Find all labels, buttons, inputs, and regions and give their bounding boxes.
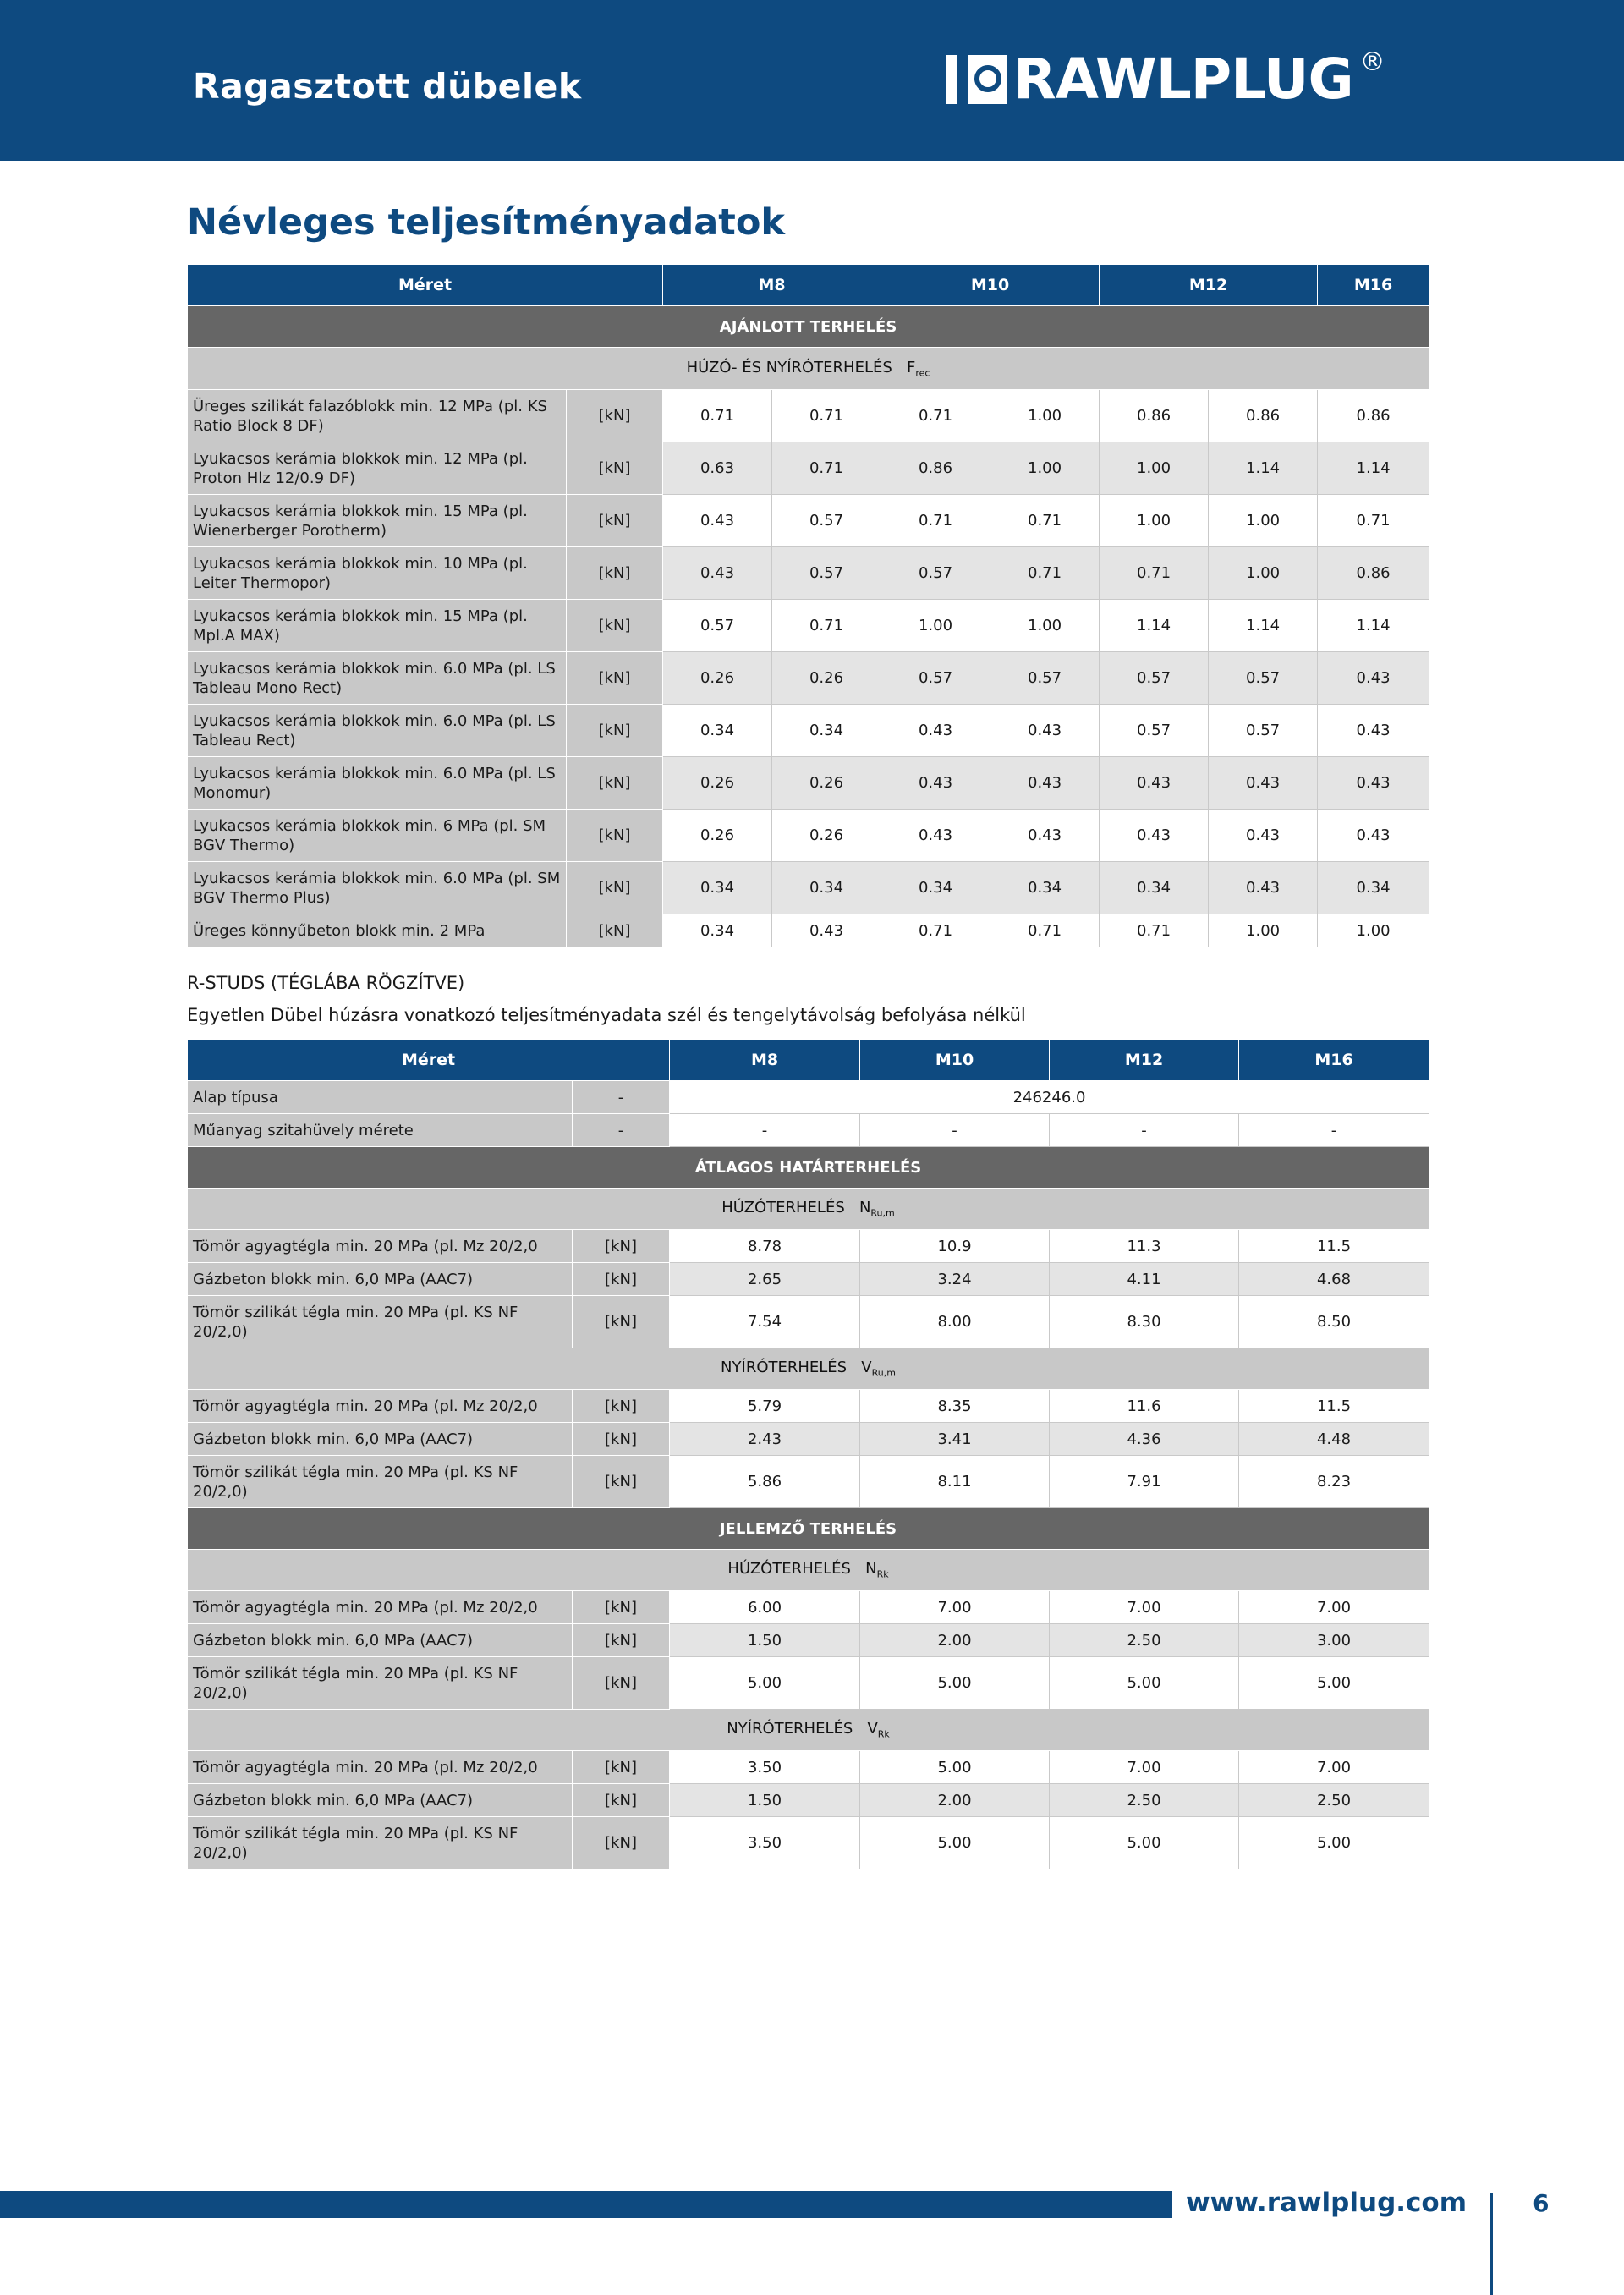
load-value: 0.34	[772, 705, 881, 757]
base-type-value: 246246.0	[670, 1081, 1429, 1114]
unit-label: [kN]	[567, 757, 663, 810]
unit-label: [kN]	[567, 862, 663, 914]
table-row	[188, 1751, 1429, 1784]
unit-label: [kN]	[573, 1456, 670, 1508]
load-value: 1.00	[1209, 495, 1318, 547]
load-value: 0.26	[772, 810, 881, 862]
load-value: 0.43	[663, 495, 772, 547]
section-row	[188, 306, 1429, 348]
load-value: 0.43	[663, 547, 772, 600]
table-row	[188, 547, 1429, 600]
load-value: 0.43	[1318, 757, 1429, 810]
load-type-subscript: Ru,m	[870, 1207, 895, 1219]
load-type-row	[188, 1710, 1429, 1751]
table1-header-row	[188, 265, 1429, 306]
table-row	[188, 1296, 1429, 1348]
load-value: 0.57	[1100, 652, 1209, 705]
unit-label: [kN]	[573, 1624, 670, 1657]
load-type-title	[188, 1348, 1429, 1390]
unit-label: [kN]	[567, 442, 663, 495]
load-value: 7.00	[1050, 1751, 1239, 1784]
load-value: 1.00	[1209, 914, 1318, 947]
load-value: 4.36	[1050, 1423, 1239, 1456]
size-m16: M16	[1239, 1040, 1429, 1081]
material-label: Tömör agyagtégla min. 20 MPa (pl. Mz 20/2,0	[188, 1390, 573, 1423]
size-m8: M8	[670, 1040, 860, 1081]
r-studs-description: Egyetlen Dübel húzásra vonatkozó teljesítményadata szél és tengelytávolság befolyása nélkül	[187, 1005, 1026, 1025]
table-row	[188, 1230, 1429, 1263]
load-value: 1.00	[990, 600, 1100, 652]
table-row	[188, 442, 1429, 495]
load-value: 0.57	[772, 495, 881, 547]
characteristic-section: JELLEMZŐ TERHELÉS	[188, 1508, 1429, 1550]
load-value: 7.00	[860, 1591, 1050, 1624]
material-label: Lyukacsos kerámia blokkok min. 6.0 MPa (pl. LS Monomur)	[188, 757, 567, 810]
table-row	[188, 757, 1429, 810]
load-type-symbol: V	[861, 1359, 872, 1377]
load-value: 8.23	[1239, 1456, 1429, 1508]
load-value: 0.86	[1209, 390, 1318, 442]
load-value: 1.14	[1318, 600, 1429, 652]
footer-bar	[0, 2191, 1172, 2218]
section-title: AJÁNLOTT TERHELÉS	[188, 306, 1429, 348]
load-value: 7.00	[1050, 1591, 1239, 1624]
load-value: 0.71	[990, 495, 1100, 547]
load-value: 0.86	[881, 442, 990, 495]
size-m8: M8	[663, 265, 881, 306]
load-value: 11.6	[1050, 1390, 1239, 1423]
load-value: 2.00	[860, 1784, 1050, 1817]
load-value: 3.50	[670, 1817, 860, 1869]
size-m16: M16	[1318, 265, 1429, 306]
material-label: Tömör szilikát tégla min. 20 MPa (pl. KS NF 20/2,0)	[188, 1296, 573, 1348]
load-value: 0.57	[1209, 705, 1318, 757]
page-number: 6	[1533, 2189, 1550, 2217]
load-value: 5.86	[670, 1456, 860, 1508]
load-value: 5.00	[1239, 1657, 1429, 1710]
load-value: 0.57	[1100, 705, 1209, 757]
subsection-title: HÚZÓ- ÉS NYÍRÓTERHELÉS $F_{rec}$	[188, 348, 1429, 390]
load-value: 2.43	[670, 1423, 860, 1456]
size-m10: M10	[860, 1040, 1050, 1081]
material-label: Gázbeton blokk min. 6,0 MPa (AAC7)	[188, 1784, 573, 1817]
load-value: 0.43	[1318, 810, 1429, 862]
load-value: 1.00	[1100, 495, 1209, 547]
base-type-row	[188, 1081, 1429, 1114]
load-value: 1.00	[1209, 547, 1318, 600]
load-value: 0.34	[663, 914, 772, 947]
characteristic-section-row	[188, 1508, 1429, 1550]
load-type-row	[188, 1189, 1429, 1230]
load-value: 7.00	[1239, 1751, 1429, 1784]
load-value: 1.00	[990, 390, 1100, 442]
unit-label: [kN]	[573, 1591, 670, 1624]
base-type-label: Alap típusa	[188, 1081, 573, 1114]
header-title: Ragasztott dübelek	[193, 66, 582, 107]
unit-label: [kN]	[573, 1296, 670, 1348]
table-row	[188, 1456, 1429, 1508]
footer-url-link[interactable]: www.rawlplug.com	[1186, 2188, 1468, 2218]
load-value: 0.43	[1100, 757, 1209, 810]
load-value: 0.43	[1209, 757, 1318, 810]
rawlplug-logo	[946, 47, 1385, 112]
load-value: 4.11	[1050, 1263, 1239, 1296]
load-type-symbol: N	[859, 1199, 871, 1217]
load-value: 8.50	[1239, 1296, 1429, 1348]
table-row	[188, 1423, 1429, 1456]
load-value: 0.71	[1318, 495, 1429, 547]
load-value: 11.5	[1239, 1230, 1429, 1263]
material-label: Lyukacsos kerámia blokkok min. 10 MPa (pl. Leiter Thermopor)	[188, 547, 567, 600]
load-value: 1.14	[1209, 600, 1318, 652]
load-value: 0.34	[881, 862, 990, 914]
load-value: 0.43	[881, 810, 990, 862]
load-value: 0.43	[1209, 862, 1318, 914]
load-value: 0.71	[663, 390, 772, 442]
table2-header-row	[188, 1040, 1429, 1081]
load-value: 0.43	[990, 757, 1100, 810]
table-row	[188, 1390, 1429, 1423]
load-value: 2.65	[670, 1263, 860, 1296]
sleeve-value: -	[1239, 1114, 1429, 1147]
load-value: 5.00	[1050, 1817, 1239, 1869]
load-value: 0.26	[772, 757, 881, 810]
load-value: 0.43	[1318, 705, 1429, 757]
load-value: 1.14	[1318, 442, 1429, 495]
load-value: 5.00	[1050, 1657, 1239, 1710]
unit-label: [kN]	[573, 1423, 670, 1456]
load-value: 0.63	[663, 442, 772, 495]
sleeve-value: -	[860, 1114, 1050, 1147]
table-row	[188, 495, 1429, 547]
load-value: 5.00	[670, 1657, 860, 1710]
load-value: 1.50	[670, 1624, 860, 1657]
material-label: Gázbeton blokk min. 6,0 MPa (AAC7)	[188, 1263, 573, 1296]
load-value: 0.43	[1318, 652, 1429, 705]
load-value: 6.00	[670, 1591, 860, 1624]
material-label: Lyukacsos kerámia blokkok min. 12 MPa (pl. Proton Hlz 12/0.9 DF)	[188, 442, 567, 495]
size-m12: M12	[1050, 1040, 1239, 1081]
load-value: 2.50	[1050, 1624, 1239, 1657]
sleeve-value: -	[670, 1114, 860, 1147]
load-value: 0.86	[1318, 390, 1429, 442]
logo-text: RAWLPLUG	[1013, 47, 1353, 112]
load-value: 0.26	[663, 810, 772, 862]
subsection-row	[188, 348, 1429, 390]
load-value: 4.68	[1239, 1263, 1429, 1296]
table-row	[188, 862, 1429, 914]
load-value: 0.43	[1209, 810, 1318, 862]
load-type-subscript: Rk	[876, 1568, 889, 1580]
average-limit-section-row	[188, 1147, 1429, 1189]
load-value: 0.34	[663, 862, 772, 914]
average-limit-section: ÁTLAGOS HATÁRTERHELÉS	[188, 1147, 1429, 1189]
unit-label: [kN]	[573, 1263, 670, 1296]
load-value: 8.35	[860, 1390, 1050, 1423]
unit-label: [kN]	[567, 390, 663, 442]
unit-label: [kN]	[567, 652, 663, 705]
unit-label: [kN]	[567, 600, 663, 652]
table-row	[188, 810, 1429, 862]
load-value: 1.00	[881, 600, 990, 652]
material-label: Tömör szilikát tégla min. 20 MPa (pl. KS NF 20/2,0)	[188, 1817, 573, 1869]
unit-label: [kN]	[573, 1230, 670, 1263]
load-type-title	[188, 1189, 1429, 1230]
load-value: 0.71	[772, 442, 881, 495]
table-row	[188, 1657, 1429, 1710]
material-label: Lyukacsos kerámia blokkok min. 6.0 MPa (pl. SM BGV Thermo Plus)	[188, 862, 567, 914]
rawlplug-logo-icon	[946, 55, 1007, 104]
page-header	[0, 0, 1624, 161]
load-value: 0.71	[1100, 914, 1209, 947]
size-header: Méret	[188, 1040, 670, 1081]
load-value: 4.48	[1239, 1423, 1429, 1456]
sleeve-label: Műanyag szitahüvely mérete	[188, 1114, 573, 1147]
load-value: 5.00	[860, 1817, 1050, 1869]
registered-mark: ®	[1359, 47, 1385, 77]
load-type-symbol: V	[867, 1720, 878, 1738]
load-value: 1.00	[990, 442, 1100, 495]
load-value: 11.5	[1239, 1390, 1429, 1423]
material-label: Tömör szilikát tégla min. 20 MPa (pl. KS NF 20/2,0)	[188, 1456, 573, 1508]
load-value: 0.71	[772, 390, 881, 442]
material-label: Lyukacsos kerámia blokkok min. 6.0 MPa (pl. LS Tableau Rect)	[188, 705, 567, 757]
load-value: 5.00	[860, 1751, 1050, 1784]
load-value: 0.26	[663, 652, 772, 705]
load-value: 8.30	[1050, 1296, 1239, 1348]
material-label: Gázbeton blokk min. 6,0 MPa (AAC7)	[188, 1624, 573, 1657]
load-value: 0.71	[772, 600, 881, 652]
load-value: 0.43	[881, 757, 990, 810]
load-value: 0.57	[881, 652, 990, 705]
load-value: 7.54	[670, 1296, 860, 1348]
load-value: 7.00	[1239, 1591, 1429, 1624]
load-type-row	[188, 1348, 1429, 1390]
table-row	[188, 390, 1429, 442]
recommended-load-table	[187, 264, 1429, 947]
load-value: 0.71	[1100, 547, 1209, 600]
load-value: 5.00	[860, 1657, 1050, 1710]
load-value: 1.14	[1209, 442, 1318, 495]
material-label: Tömör szilikát tégla min. 20 MPa (pl. KS NF 20/2,0)	[188, 1657, 573, 1710]
table-row	[188, 1817, 1429, 1869]
table-row	[188, 652, 1429, 705]
load-value: 0.57	[772, 547, 881, 600]
load-value: 0.57	[1209, 652, 1318, 705]
unit-label: [kN]	[573, 1751, 670, 1784]
load-value: 3.50	[670, 1751, 860, 1784]
r-studs-table	[187, 1039, 1429, 1869]
material-label: Tömör agyagtégla min. 20 MPa (pl. Mz 20/2,0	[188, 1591, 573, 1624]
load-type-name: HÚZÓTERHELÉS	[727, 1560, 851, 1578]
load-type-row	[188, 1550, 1429, 1591]
unit-label: [kN]	[567, 495, 663, 547]
load-value: 8.78	[670, 1230, 860, 1263]
load-value: 0.43	[1100, 810, 1209, 862]
size-header: Méret	[188, 265, 663, 306]
load-value: 1.14	[1100, 600, 1209, 652]
unit-label: [kN]	[573, 1817, 670, 1869]
unit-label: [kN]	[573, 1784, 670, 1817]
load-type-symbol: N	[865, 1560, 877, 1578]
table-row	[188, 1591, 1429, 1624]
load-value: 8.00	[860, 1296, 1050, 1348]
page-title: Névleges teljesítményadatok	[187, 201, 785, 244]
load-value: 2.50	[1050, 1784, 1239, 1817]
load-value: 0.26	[663, 757, 772, 810]
material-label: Tömör agyagtégla min. 20 MPa (pl. Mz 20/2,0	[188, 1230, 573, 1263]
material-label: Lyukacsos kerámia blokkok min. 6.0 MPa (pl. LS Tableau Mono Rect)	[188, 652, 567, 705]
load-type-title	[188, 1550, 1429, 1591]
load-value: 0.71	[881, 495, 990, 547]
load-value: 0.34	[1100, 862, 1209, 914]
load-value: 0.57	[881, 547, 990, 600]
load-value: 0.34	[1318, 862, 1429, 914]
unit-label: [kN]	[567, 810, 663, 862]
material-label: Lyukacsos kerámia blokkok min. 15 MPa (pl. Wienerberger Porotherm)	[188, 495, 567, 547]
load-value: 0.43	[881, 705, 990, 757]
base-type-unit: -	[573, 1081, 670, 1114]
load-type-subscript: Ru,m	[871, 1367, 896, 1379]
load-value: 2.00	[860, 1624, 1050, 1657]
table-row	[188, 914, 1429, 947]
load-value: 0.71	[881, 390, 990, 442]
load-value: 0.34	[990, 862, 1100, 914]
load-value: 5.79	[670, 1390, 860, 1423]
size-m10: M10	[881, 265, 1100, 306]
material-label: Üreges szilikát falazóblokk min. 12 MPa (pl. KS Ratio Block 8 DF)	[188, 390, 567, 442]
load-value: 1.00	[1100, 442, 1209, 495]
load-value: 0.43	[990, 705, 1100, 757]
unit-label: [kN]	[573, 1390, 670, 1423]
load-value: 8.11	[860, 1456, 1050, 1508]
load-value: 0.34	[663, 705, 772, 757]
load-type-name: HÚZÓTERHELÉS	[721, 1199, 845, 1217]
unit-label: [kN]	[573, 1657, 670, 1710]
load-value: 2.50	[1239, 1784, 1429, 1817]
sleeve-unit: -	[573, 1114, 670, 1147]
size-m12: M12	[1100, 265, 1318, 306]
table-row	[188, 600, 1429, 652]
load-type-subscript: Rk	[877, 1728, 890, 1740]
load-type-name: NYÍRÓTERHELÉS	[721, 1359, 848, 1377]
table-row	[188, 1784, 1429, 1817]
load-value: 0.43	[772, 914, 881, 947]
table-row	[188, 1624, 1429, 1657]
material-label: Gázbeton blokk min. 6,0 MPa (AAC7)	[188, 1423, 573, 1456]
load-value: 0.34	[772, 862, 881, 914]
load-value: 10.9	[860, 1230, 1050, 1263]
load-type-name: NYÍRÓTERHELÉS	[727, 1720, 853, 1738]
load-value: 0.86	[1318, 547, 1429, 600]
footer-divider	[1490, 2193, 1493, 2295]
load-value: 0.57	[663, 600, 772, 652]
load-value: 3.00	[1239, 1624, 1429, 1657]
load-value: 3.24	[860, 1263, 1050, 1296]
load-value: 5.00	[1239, 1817, 1429, 1869]
unit-label: [kN]	[567, 914, 663, 947]
load-value: 3.41	[860, 1423, 1050, 1456]
load-type-title	[188, 1710, 1429, 1751]
table-row	[188, 705, 1429, 757]
sleeve-value: -	[1050, 1114, 1239, 1147]
unit-label: [kN]	[567, 547, 663, 600]
material-label: Tömör agyagtégla min. 20 MPa (pl. Mz 20/2,0	[188, 1751, 573, 1784]
load-value: 0.71	[990, 547, 1100, 600]
r-studs-heading: R-STUDS (TÉGLÁBA RÖGZÍTVE)	[187, 973, 465, 993]
load-value: 11.3	[1050, 1230, 1239, 1263]
load-value: 0.71	[990, 914, 1100, 947]
load-value: 0.26	[772, 652, 881, 705]
load-value: 0.71	[881, 914, 990, 947]
material-label: Lyukacsos kerámia blokkok min. 15 MPa (pl. Mpl.A MAX)	[188, 600, 567, 652]
load-value: 1.00	[1318, 914, 1429, 947]
unit-label: [kN]	[567, 705, 663, 757]
load-value: 0.57	[990, 652, 1100, 705]
load-value: 1.50	[670, 1784, 860, 1817]
sleeve-row	[188, 1114, 1429, 1147]
load-value: 0.43	[990, 810, 1100, 862]
load-value: 0.86	[1100, 390, 1209, 442]
material-label: Üreges könnyűbeton blokk min. 2 MPa	[188, 914, 567, 947]
table-row	[188, 1263, 1429, 1296]
material-label: Lyukacsos kerámia blokkok min. 6 MPa (pl. SM BGV Thermo)	[188, 810, 567, 862]
load-value: 7.91	[1050, 1456, 1239, 1508]
